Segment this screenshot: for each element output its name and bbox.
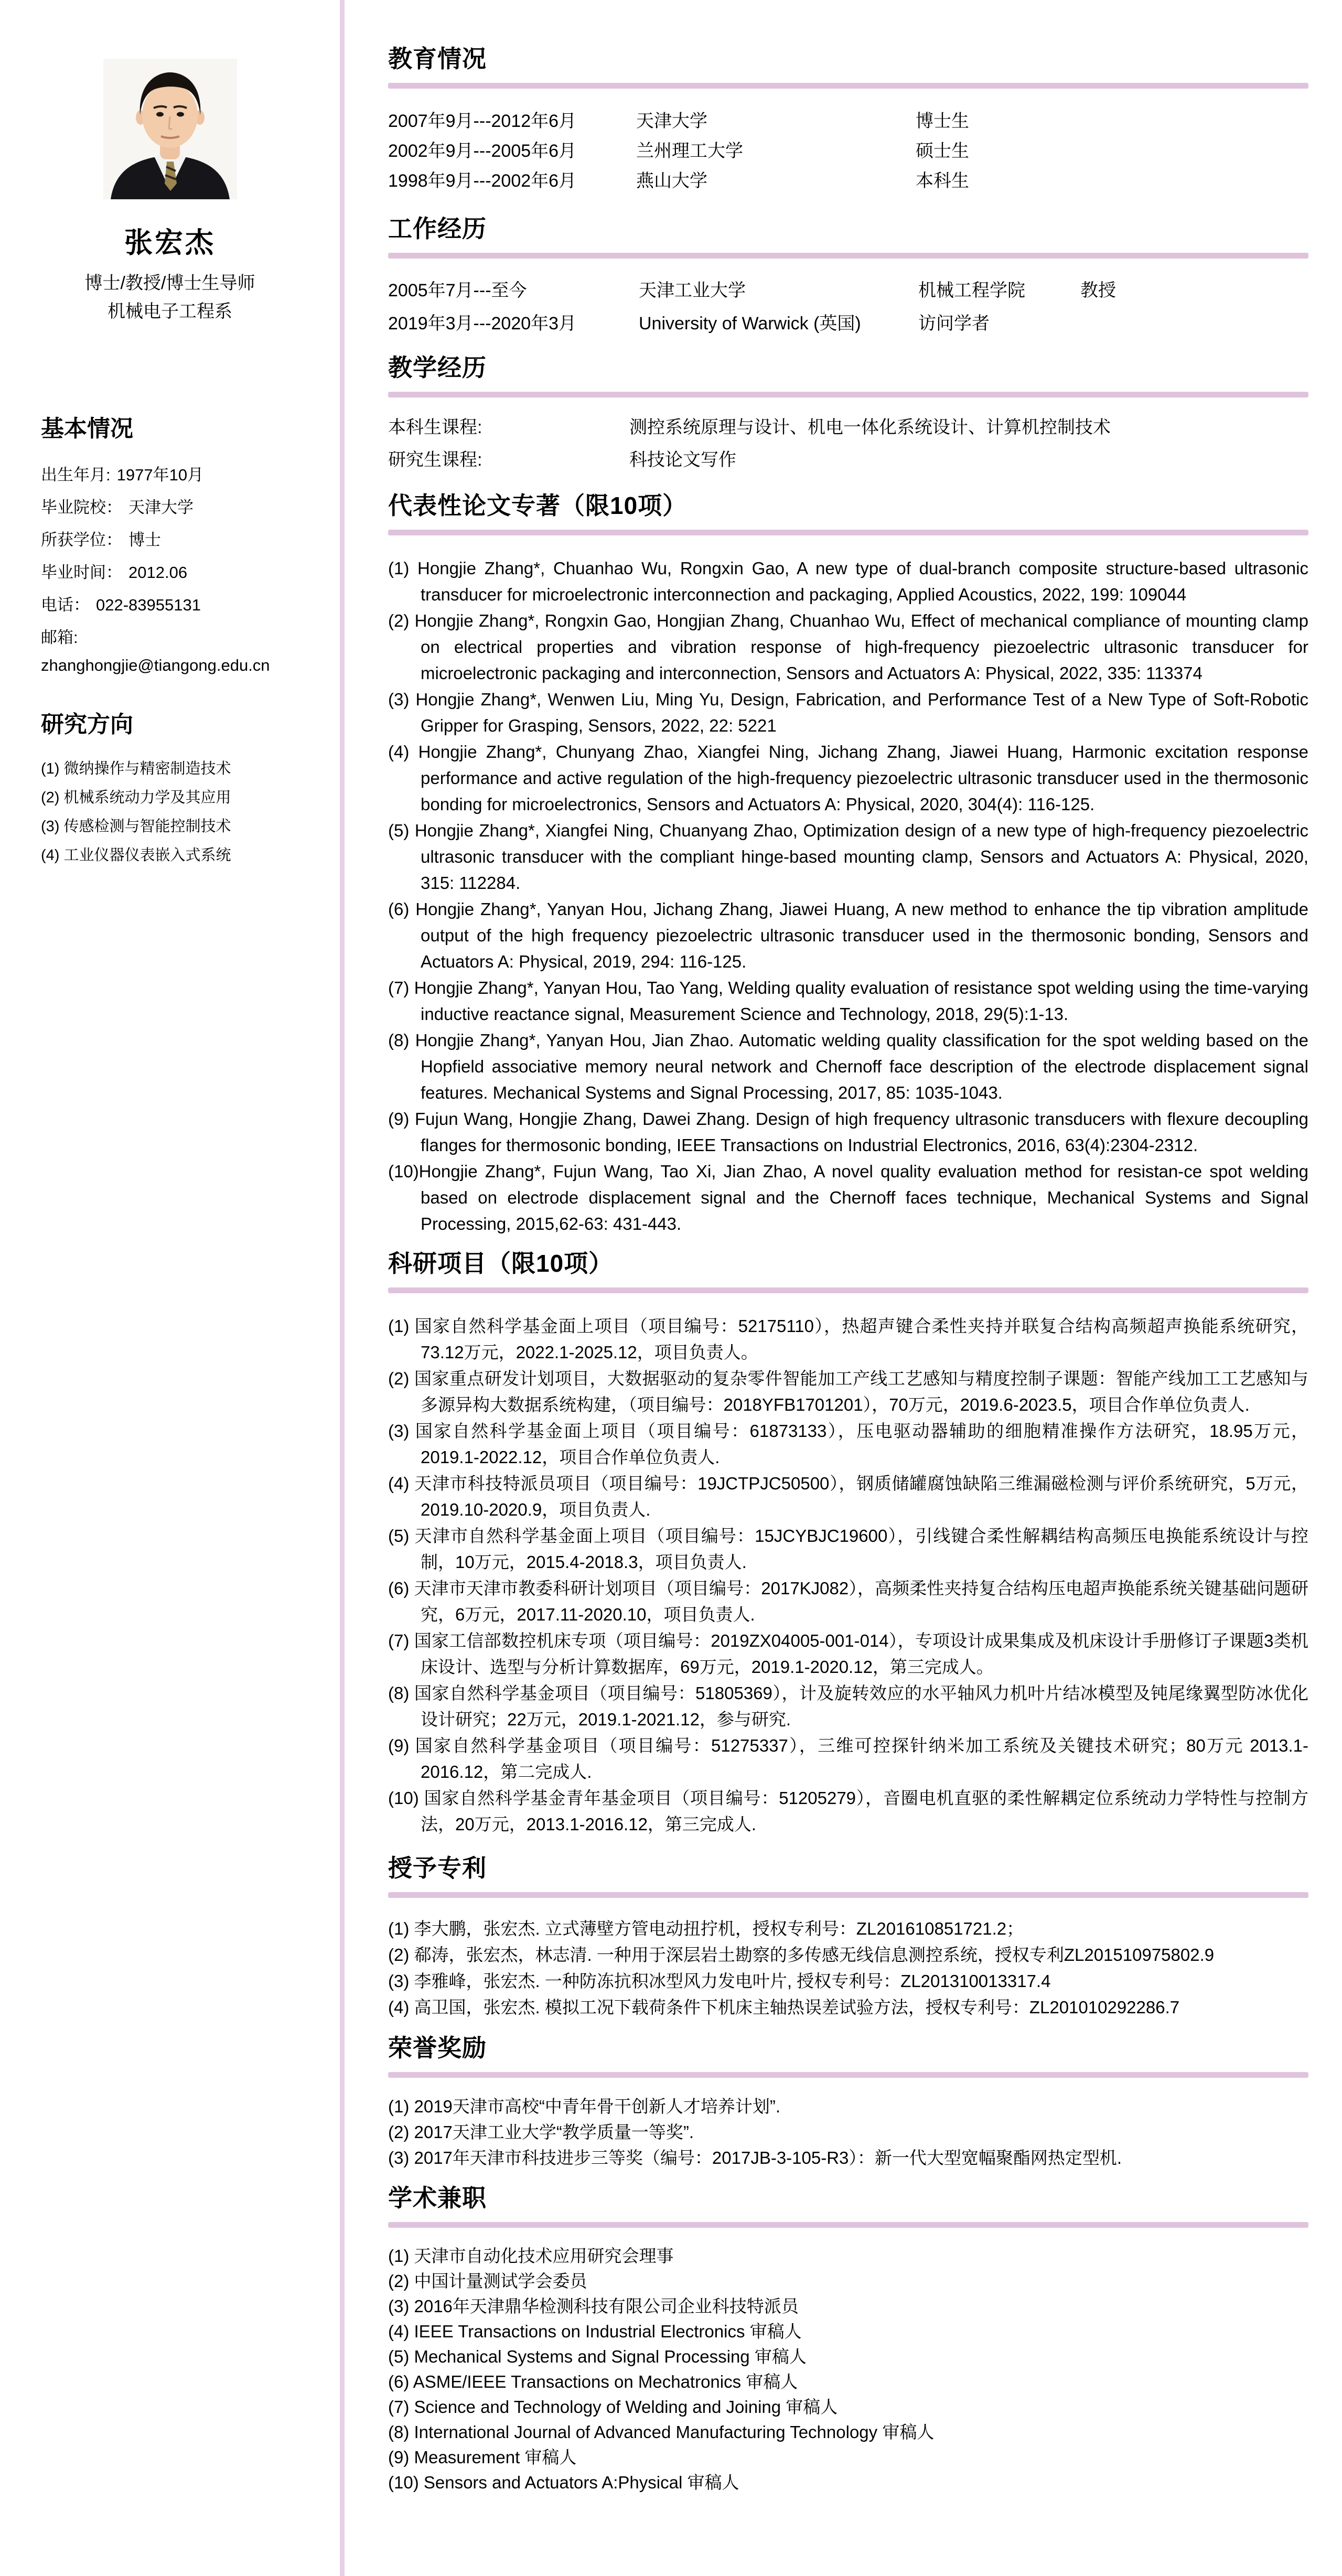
papers-heading: 代表性论文专著（限10项） xyxy=(388,492,688,519)
section-teaching xyxy=(388,349,1308,476)
academic-position-item: (10) Sensors and Actuators A:Physical 审稿人 xyxy=(388,2473,739,2492)
projects-list xyxy=(388,1313,1308,1838)
education-row xyxy=(388,136,1308,166)
teaching-table xyxy=(388,411,1308,476)
education-heading: 教育情况 xyxy=(388,45,487,72)
paper-item: (5) Hongjie Zhang*, Xiangfei Ning, Chuanyang Zhao, Optimization design of a new type of high-frequency piezoelectric ultrasonic transducer with the compliant hinge-based mounting clamp, Sensors and Actuators A: Physical, 2020, 315: 112284. xyxy=(388,821,1308,893)
paper-item: (9) Fujun Wang, Hongjie Zhang, Dawei Zhang. Design of high frequency ultrasonic transducers with flexure decoupling flanges for thermosonic bonding, IEEE Transactions on Industrial Electronics, 2016, 63(4):2304-2312. xyxy=(388,1109,1308,1155)
education-period: 1998年9月---2002年6月 xyxy=(388,171,577,191)
basic-info-item xyxy=(41,589,340,621)
section-accent-bar xyxy=(388,1287,1308,1293)
research-direction-item: (4) 工业仪器仪表嵌入式系统 xyxy=(41,847,231,864)
basic-info-value: 博士 xyxy=(128,531,161,549)
section-patents xyxy=(388,1849,1308,2021)
basic-info-item xyxy=(41,556,340,589)
project-item: (5) 天津市自然科学基金面上项目（项目编号：15JCYBJC19600），引线键合柔性解耦结构高频压电换能系统设计与控制，10万元，2015.4-2018.3，项目负责人. xyxy=(388,1526,1308,1572)
research-directions-heading: 研究方向 xyxy=(41,712,133,737)
basic-info-value: 2012.06 xyxy=(128,563,188,582)
education-degree: 博士生 xyxy=(916,111,969,131)
basic-info-item xyxy=(41,524,340,556)
section-projects xyxy=(388,1244,1308,1838)
project-item: (7) 国家工信部数控机床专项（项目编号：2019ZX04005-001-014），专项设计成果集成及机床设计手册修订子课题3类机床设计、选型与分析计算数据库，69万元，2019.1-2020.12，第三完成人。 xyxy=(388,1631,1308,1677)
basic-info-item xyxy=(41,621,340,654)
academic-positions-heading: 学术兼职 xyxy=(388,2184,487,2212)
research-direction-item: (1) 微纳操作与精密制造技术 xyxy=(41,760,231,777)
basic-info-label: 电话： xyxy=(41,596,90,614)
academic-position-item: (8) International Journal of Advanced Manufacturing Technology 审稿人 xyxy=(388,2422,935,2442)
paper-item: (3) Hongjie Zhang*, Wenwen Liu, Ming Yu, Design, Fabrication, and Performance Test of a New Type of Soft-Robotic Gripper for Grasping, Sensors, 2022, 22: 5221 xyxy=(388,690,1308,735)
main-content xyxy=(388,0,1308,2495)
project-item: (10) 国家自然科学基金青年基金项目（项目编号：51205279），音圈电机直驱的柔性解耦定位系统动力学特性与控制方法，20万元，2013.1-2016.12，第三完成人. xyxy=(388,1788,1308,1834)
patent-item: (1) 李大鹏，张宏杰. 立式薄壁方管电动扭拧机，授权专利号：ZL201610851721.2； xyxy=(388,1919,1024,1938)
project-item: (3) 国家自然科学基金面上项目（项目编号：61873133），压电驱动器辅助的细胞精准操作方法研究，18.95万元，2019.1-2022.12，项目合作单位负责人. xyxy=(388,1421,1308,1467)
projects-heading: 科研项目（限10项） xyxy=(388,1250,614,1277)
basic-info-label: 邮箱: xyxy=(41,628,78,647)
patents-heading: 授予专利 xyxy=(388,1854,487,1882)
work-title: 教授 xyxy=(1080,281,1116,300)
person-name: 张宏杰 xyxy=(124,227,216,259)
education-period: 2007年9月---2012年6月 xyxy=(388,111,577,131)
section-accent-bar xyxy=(388,392,1308,398)
work-title xyxy=(1080,307,1308,340)
teaching-row xyxy=(388,444,1308,476)
honor-item: (3) 2017年天津市科技进步三等奖（编号：2017JB-3-105-R3）：新一代大型宽幅聚酯网热定型机. xyxy=(388,2148,1122,2167)
paper-item: (7) Hongjie Zhang*, Yanyan Hou, Tao Yang, Welding quality evaluation of resistance spot welding using the time-varying inductive reactance signal, Measurement Science and Technology, 2018, 29(5):1-13. xyxy=(388,978,1308,1024)
section-papers xyxy=(388,487,1308,1237)
patent-item: (4) 高卫国，张宏杰. 模拟工况下载荷条件下机床主轴热误差试验方法，授权专利号：ZL201010292286.7 xyxy=(388,1998,1180,2017)
paper-item: (10)Hongjie Zhang*, Fujun Wang, Tao Xi, Jian Zhao, A novel quality evaluation method for resistan-ce spot welding based on electrode displacement signal and the Chernoff faces technique, Mechanical Systems and Signal Processing, 2015,62-63: 431-443. xyxy=(388,1162,1308,1233)
section-accent-bar xyxy=(388,253,1308,259)
basic-info-label: 出生年月: xyxy=(41,466,111,484)
education-school: 天津大学 xyxy=(636,111,707,131)
section-honors xyxy=(388,2029,1308,2171)
project-item: (1) 国家自然科学基金面上项目（项目编号：52175110），热超声键合柔性夹持并联复合结构高频超声换能系统研究，73.12万元，2022.1-2025.12，项目负责人。 xyxy=(388,1316,1308,1362)
work-unit: 访问学者 xyxy=(918,314,990,334)
project-item: (9) 国家自然科学基金项目（项目编号：51275337），三维可控探针纳米加工系统及关键技术研究；80万元 2013.1-2016.12，第二完成人. xyxy=(388,1736,1308,1781)
section-education xyxy=(388,40,1308,196)
work-period: 2005年7月---至今 xyxy=(388,281,527,300)
paper-item: (6) Hongjie Zhang*, Yanyan Hou, Jichang Zhang, Jiawei Huang, A new method to enhance the tip vibration amplitude output of the high frequency piezoelectric ultrasonic transducer used in the thermosonic bonding, Sensors and Actuators A: Physical, 2019, 294: 116-125. xyxy=(388,899,1308,971)
academic-position-item: (5) Mechanical Systems and Signal Processing 审稿人 xyxy=(388,2347,807,2366)
basic-info-item xyxy=(41,459,340,491)
paper-item: (1) Hongjie Zhang*, Chuanhao Wu, Rongxin Gao, A new type of dual-branch composite structure-based ultrasonic transducer for microelectronic interconnection and packaging, Applied Acoustics, 2022, 199: 109044 xyxy=(388,559,1308,604)
email-value: zhanghongjie@tiangong.edu.cn xyxy=(41,656,270,674)
work-period: 2019年3月---2020年3月 xyxy=(388,314,577,334)
basic-info-label: 毕业时间： xyxy=(41,563,122,582)
research-directions-list xyxy=(41,755,340,870)
paper-item: (2) Hongjie Zhang*, Rongxin Gao, Hongjian Zhang, Chuanhao Wu, Effect of mechanical compliance of mounting clamp on electrical properties and vibration response of high-frequency piezoelectric ultrasonic transducer for microelectronic packaging and interconnection, Sensors and Actuators A: Physical, 2022, 335: 113374 xyxy=(388,611,1308,683)
paper-item: (4) Hongjie Zhang*, Chunyang Zhao, Xiangfei Ning, Jichang Zhang, Jiawei Huang, Harmonic excitation response performance and active regulation of the high-frequency piezoelectric ultrasonic transducer used in the thermosonic bonding for microelectronics, Sensors and Actuators A: Physical, 2020, 304(4): 116-125. xyxy=(388,742,1308,814)
section-accent-bar xyxy=(388,1892,1308,1898)
project-item: (8) 国家自然科学基金项目（项目编号：51805369），计及旋转效应的水平轴风力机叶片结冰模型及钝尾缘翼型防冰优化设计研究；22万元，2019.1-2021.12，参与研究. xyxy=(388,1683,1308,1729)
education-degree: 硕士生 xyxy=(916,141,969,161)
project-item: (2) 国家重点研发计划项目，大数据驱动的复杂零件智能加工产线工艺感知与精度控制子课题：智能产线加工工艺感知与多源异构大数据系统构建，（项目编号：2018YFB1701201），70万元，2019.6-2023.5，项目合作单位负责人. xyxy=(388,1369,1308,1414)
teaching-courses: 测控系统原理与设计、机电一体化系统设计、计算机控制技术 xyxy=(629,417,1111,437)
section-work xyxy=(388,210,1308,340)
portrait-illustration xyxy=(103,59,237,199)
basic-info-item xyxy=(41,491,340,524)
honor-item: (1) 2019天津市高校“中青年骨干创新人才培养计划”. xyxy=(388,2097,781,2116)
education-row xyxy=(388,166,1308,196)
teaching-label: 研究生课程: xyxy=(388,450,482,470)
teaching-row xyxy=(388,411,1308,444)
patent-item: (2) 郗涛，张宏杰，林志清. 一种用于深层岩土勘察的多传感无线信息测控系统，授权专利ZL201510975802.9 xyxy=(388,1945,1215,1965)
work-unit: 机械工程学院 xyxy=(918,281,1025,300)
honors-list xyxy=(388,2094,1308,2171)
basic-info-label: 毕业院校： xyxy=(41,498,122,517)
education-row xyxy=(388,106,1308,136)
teaching-courses: 科技论文写作 xyxy=(629,450,736,470)
project-item: (6) 天津市天津市教委科研计划项目（项目编号：2017KJ082），高频柔性夹持复合结构压电超声换能系统关键基础问题研究，6万元，2017.11-2020.10，项目负责人. xyxy=(388,1579,1308,1624)
academic-position-item: (9) Measurement 审稿人 xyxy=(388,2448,577,2467)
patent-item: (3) 李雅峰，张宏杰. 一种防冻抗积冰型风力发电叶片, 授权专利号：ZL201310013317.4 xyxy=(388,1971,1051,1991)
papers-list xyxy=(388,555,1308,1237)
section-accent-bar xyxy=(388,530,1308,535)
basic-info-value: 1977年10月 xyxy=(116,466,204,484)
basic-info-list xyxy=(41,459,340,654)
profile-photo xyxy=(103,59,237,199)
section-academic-positions xyxy=(388,2179,1308,2495)
work-organization: University of Warwick (英国) xyxy=(639,314,861,334)
academic-position-item: (2) 中国计量测试学会委员 xyxy=(388,2271,587,2291)
work-row xyxy=(388,274,1308,307)
paper-item: (8) Hongjie Zhang*, Yanyan Hou, Jian Zhao. Automatic welding quality classification for the spot welding based on the Hopfield associative memory neural network and Chernoff face description of the electrode displacement signal features. Mechanical Systems and Signal Processing, 2017, 85: 1035-1043. xyxy=(388,1031,1308,1102)
research-direction-item: (2) 机械系统动力学及其应用 xyxy=(41,789,231,806)
basic-info-value: 022-83955131 xyxy=(96,596,201,614)
sidebar-divider xyxy=(340,0,345,2576)
education-school: 燕山大学 xyxy=(636,171,707,191)
basic-info-value: 天津大学 xyxy=(128,498,194,517)
sidebar xyxy=(0,0,340,2576)
work-row xyxy=(388,307,1308,340)
basic-info-label: 所获学位： xyxy=(41,531,122,549)
basic-info-heading: 基本情况 xyxy=(41,416,133,442)
education-school: 兰州理工大学 xyxy=(636,141,743,161)
teaching-label: 本科生课程: xyxy=(388,417,482,437)
project-item: (4) 天津市科技特派员项目（项目编号：19JCTPJC50500），钢质储罐腐蚀缺陷三维漏磁检测与评价系统研究，5万元，2019.10-2020.9，项目负责人. xyxy=(388,1474,1308,1519)
education-table xyxy=(388,106,1308,196)
academic-position-item: (3) 2016年天津鼎华检测科技有限公司企业科技特派员 xyxy=(388,2296,799,2316)
academic-position-item: (1) 天津市自动化技术应用研究会理事 xyxy=(388,2246,674,2266)
person-title: 博士/教授/博士生导师 xyxy=(84,273,255,293)
research-direction-item: (3) 传感检测与智能控制技术 xyxy=(41,818,231,835)
work-heading: 工作经历 xyxy=(388,215,487,242)
honor-item: (2) 2017天津工业大学“教学质量一等奖”. xyxy=(388,2122,694,2142)
work-organization: 天津工业大学 xyxy=(639,281,746,300)
academic-position-item: (6) ASME/IEEE Transactions on Mechatronics 审稿人 xyxy=(388,2372,798,2391)
section-accent-bar xyxy=(388,2072,1308,2078)
academic-position-item: (4) IEEE Transactions on Industrial Electronics 审稿人 xyxy=(388,2322,802,2341)
section-accent-bar xyxy=(388,2222,1308,2228)
academic-positions-list xyxy=(388,2244,1308,2495)
academic-position-item: (7) Science and Technology of Welding and Joining 审稿人 xyxy=(388,2397,838,2417)
education-period: 2002年9月---2005年6月 xyxy=(388,141,577,161)
section-accent-bar xyxy=(388,83,1308,89)
work-table xyxy=(388,274,1308,340)
patents-list xyxy=(388,1916,1308,2021)
honors-heading: 荣誉奖励 xyxy=(388,2034,487,2062)
person-department: 机械电子工程系 xyxy=(108,302,232,321)
education-degree: 本科生 xyxy=(916,171,969,191)
teaching-heading: 教学经历 xyxy=(388,354,487,381)
